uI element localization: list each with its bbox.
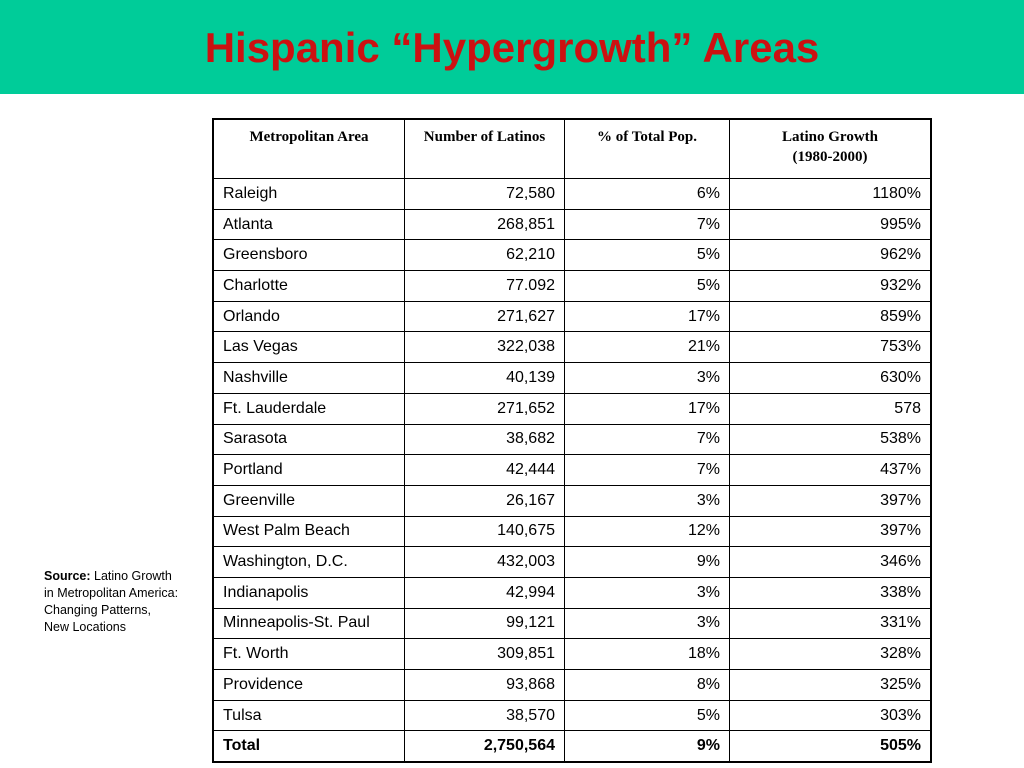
cell-growth: 1180% [730, 179, 932, 210]
table-row [213, 424, 931, 455]
table-header-row [213, 119, 931, 179]
cell-latinos: 322,038 [405, 332, 565, 363]
cell-pct: 9% [565, 547, 730, 578]
cell-growth: 630% [730, 363, 932, 394]
slide-title: Hispanic “Hypergrowth” Areas [204, 24, 820, 71]
table-row [213, 393, 931, 424]
cell-latinos: 432,003 [405, 547, 565, 578]
cell-latinos: 40,139 [405, 363, 565, 394]
table-row [213, 179, 931, 210]
cell-pct: 21% [565, 332, 730, 363]
cell-growth: 538% [730, 424, 932, 455]
cell-metro: Portland [213, 455, 405, 486]
cell-latinos: 62,210 [405, 240, 565, 271]
cell-metro: Providence [213, 670, 405, 701]
header-pct: % of Total Pop. [565, 119, 730, 179]
cell-metro: Minneapolis-St. Paul [213, 608, 405, 639]
cell-metro: Tulsa [213, 700, 405, 731]
total-growth: 505% [730, 731, 932, 762]
cell-pct: 7% [565, 424, 730, 455]
cell-latinos: 42,444 [405, 455, 565, 486]
cell-pct: 7% [565, 209, 730, 240]
cell-metro: West Palm Beach [213, 516, 405, 547]
cell-growth: 437% [730, 455, 932, 486]
cell-metro: Greenville [213, 485, 405, 516]
table-row [213, 547, 931, 578]
cell-pct: 3% [565, 608, 730, 639]
table-row [213, 485, 931, 516]
cell-metro: Atlanta [213, 209, 405, 240]
cell-metro: Nashville [213, 363, 405, 394]
total-latinos: 2,750,564 [405, 731, 565, 762]
cell-pct: 3% [565, 485, 730, 516]
header-metro: Metropolitan Area [213, 119, 405, 179]
cell-pct: 3% [565, 577, 730, 608]
cell-metro: Greensboro [213, 240, 405, 271]
cell-metro: Indianapolis [213, 577, 405, 608]
cell-pct: 17% [565, 301, 730, 332]
total-pct: 9% [565, 731, 730, 762]
table-row [213, 209, 931, 240]
header-growth-line2: (1980-2000) [792, 149, 868, 165]
table-row [213, 670, 931, 701]
cell-pct: 7% [565, 455, 730, 486]
cell-latinos: 72,580 [405, 179, 565, 210]
cell-growth: 331% [730, 608, 932, 639]
cell-latinos: 93,868 [405, 670, 565, 701]
table-row [213, 301, 931, 332]
cell-metro: Washington, D.C. [213, 547, 405, 578]
cell-growth: 338% [730, 577, 932, 608]
table-row [213, 271, 931, 302]
cell-latinos: 42,994 [405, 577, 565, 608]
total-metro: Total [213, 731, 405, 762]
cell-pct: 3% [565, 363, 730, 394]
cell-latinos: 271,627 [405, 301, 565, 332]
cell-growth: 995% [730, 209, 932, 240]
total-row [213, 731, 931, 762]
cell-metro: Ft. Worth [213, 639, 405, 670]
cell-latinos: 309,851 [405, 639, 565, 670]
cell-pct: 8% [565, 670, 730, 701]
cell-latinos: 268,851 [405, 209, 565, 240]
cell-pct: 5% [565, 700, 730, 731]
cell-growth: 753% [730, 332, 932, 363]
cell-pct: 6% [565, 179, 730, 210]
cell-growth: 397% [730, 485, 932, 516]
table-body [213, 179, 931, 763]
table-row [213, 332, 931, 363]
source-note [44, 568, 179, 636]
source-label: Source: [44, 569, 91, 583]
table-row [213, 455, 931, 486]
cell-growth: 578 [730, 393, 932, 424]
cell-metro: Las Vegas [213, 332, 405, 363]
cell-latinos: 140,675 [405, 516, 565, 547]
cell-latinos: 38,570 [405, 700, 565, 731]
header-growth-line1: Latino Growth [782, 129, 878, 145]
cell-pct: 5% [565, 240, 730, 271]
table-row [213, 639, 931, 670]
data-table [212, 118, 932, 763]
source-text: Latino Growth in Metropolitan America: Changing Patterns, New Locations [44, 569, 179, 634]
cell-metro: Sarasota [213, 424, 405, 455]
cell-growth: 328% [730, 639, 932, 670]
cell-pct: 18% [565, 639, 730, 670]
table-row [213, 363, 931, 394]
cell-growth: 346% [730, 547, 932, 578]
cell-latinos: 99,121 [405, 608, 565, 639]
cell-latinos: 271,652 [405, 393, 565, 424]
cell-latinos: 38,682 [405, 424, 565, 455]
cell-pct: 17% [565, 393, 730, 424]
cell-metro: Ft. Lauderdale [213, 393, 405, 424]
cell-metro: Raleigh [213, 179, 405, 210]
table-row [213, 700, 931, 731]
table-row [213, 516, 931, 547]
cell-growth: 932% [730, 271, 932, 302]
table-row [213, 608, 931, 639]
cell-pct: 12% [565, 516, 730, 547]
cell-growth: 859% [730, 301, 932, 332]
cell-growth: 303% [730, 700, 932, 731]
table-row [213, 240, 931, 271]
cell-latinos: 26,167 [405, 485, 565, 516]
cell-growth: 397% [730, 516, 932, 547]
cell-growth: 962% [730, 240, 932, 271]
header-latinos: Number of Latinos [405, 119, 565, 179]
cell-metro: Orlando [213, 301, 405, 332]
cell-pct: 5% [565, 271, 730, 302]
cell-metro: Charlotte [213, 271, 405, 302]
cell-growth: 325% [730, 670, 932, 701]
cell-latinos: 77.092 [405, 271, 565, 302]
header-growth [730, 119, 932, 179]
table-row [213, 577, 931, 608]
